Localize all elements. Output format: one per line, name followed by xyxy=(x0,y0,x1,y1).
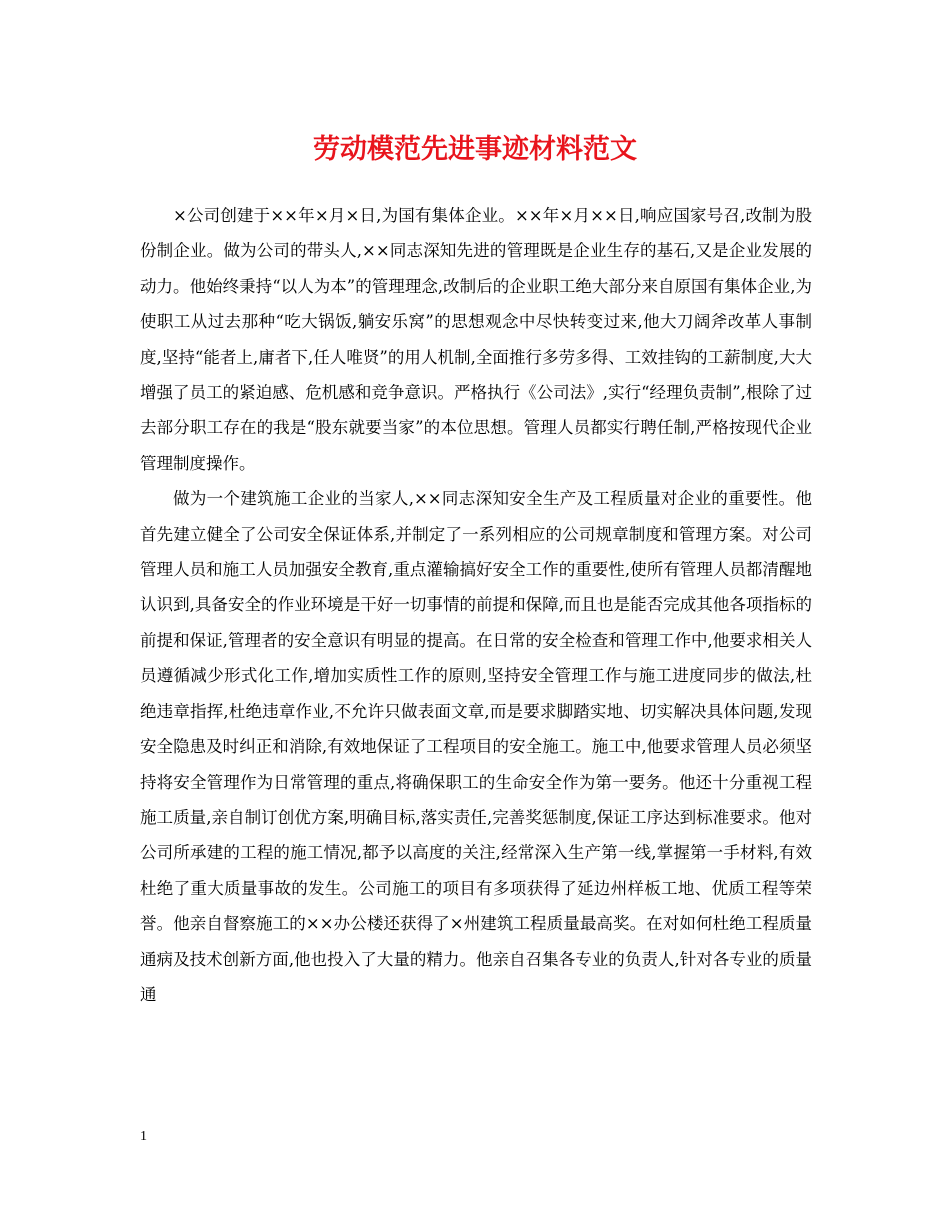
paragraph-2: 做为一个建筑施工企业的当家人,××同志深知安全生产及工程质量对企业的重要性。他首先建立健全了公司安全保证体系,并制定了一系列相应的公司规章制度和管理方案。对公司管理人员和施工人员加强安全教育,重点灌输搞好安全工作的重要性,使所有管理人员都清醒地认识到,具备安全的作业环境是干好一切事情的前提和保障,而且也是能否完成其他各项指标的前提和保证,管理者的安全意识有明显的提高。在日常的安全检查和管理工作中,他要求相关人员遵循减少形式化工作,增加实质性工作的原则,坚持安全管理工作与施工进度同步的做法,杜绝违章指挥,杜绝违章作业,不允许只做表面文章,而是要求脚踏实地、切实解决具体问题,发现安全隐患及时纠正和消除,有效地保证了工程项目的安全施工。施工中,他要求管理人员必须坚持将安全管理作为日常管理的重点,将确保职工的生命安全作为第一要务。他还十分重视工程施工质量,亲自制订创优方案,明确目标,落实责任,完善奖惩制度,保证工序达到标准要求。他对公司所承建的工程的施工情况,都予以高度的关注,经常深入生产第一线,掌握第一手材料,有效杜绝了重大质量事故的发生。公司施工的项目有多项获得了延边州样板工地、优质工程等荣誉。他亲自督察施工的××办公楼还获得了×州建筑工程质量最高奖。在对如何杜绝工程质量通病及技术创新方面,他也投入了大量的精力。他亲自召集各专业的负责人,针对各专业的质量通 xyxy=(140,489,812,1004)
document-title: 劳动模范先进事迹材料范文 xyxy=(313,134,637,165)
page-number: 1 xyxy=(140,1129,147,1144)
document-body xyxy=(140,198,812,1012)
paragraph-1: ×公司创建于××年×月×日,为国有集体企业。××年×月××日,响应国家号召,改制为股份制企业。做为公司的带头人,××同志深知先进的管理既是企业生存的基石,又是企业发展的动力。他始终秉持“以人为本”的管理理念,改制后的企业职工绝大部分来自原国有集体企业,为使职工从过去那种“吃大锅饭,躺安乐窝”的思想观念中尽快转变过来,他大刀阔斧改革人事制度,坚持“能者上,庸者下,任人唯贤”的用人机制,全面推行多劳多得、工效挂钩的工薪制度,大大增强了员工的紧迫感、危机感和竞争意识。严格执行《公司法》,实行“经理负责制”,根除了过去部分职工存在的我是“股东就要当家”的本位思想。管理人员都实行聘任制,严格按现代企业管理制度操作。 xyxy=(140,206,812,473)
